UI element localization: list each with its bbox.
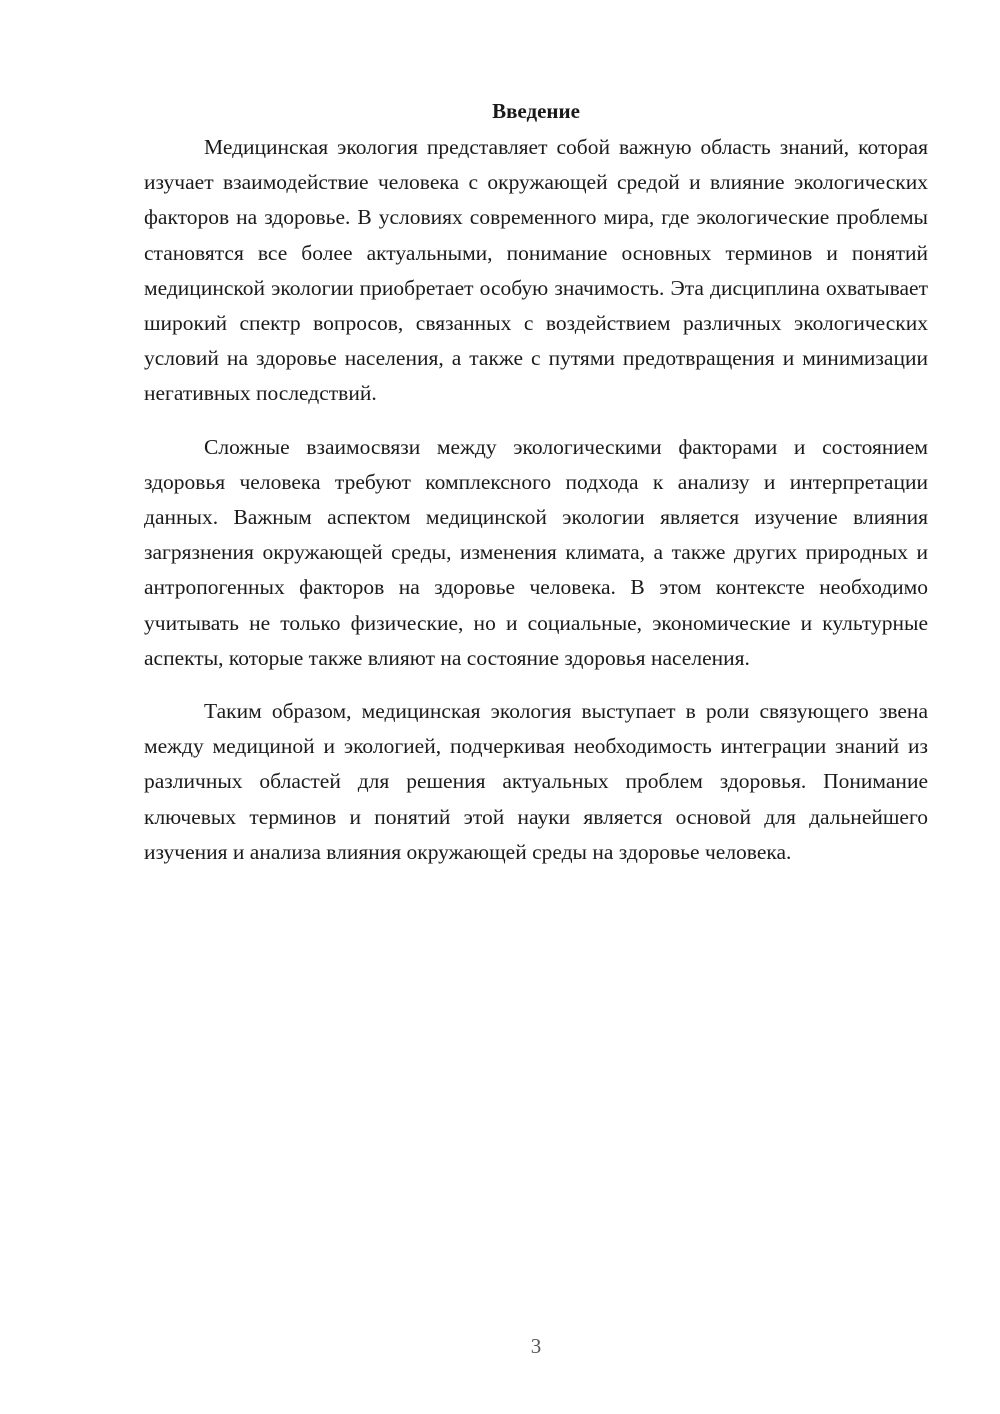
paragraph-3: Таким образом, медицинская экология выступает в роли связующего звена между медициной и экологией, подчеркивая необходимость интеграции знаний из различных областей для решения актуальных проблем здоровья. Понимание ключевых терминов и понятий этой науки является основой для дальнейшего изучения и анализа влияния окружающей среды на здоровье человека. bbox=[144, 699, 928, 864]
paragraph-1: Медицинская экология представляет собой важную область знаний, которая изучает взаимодействие человека с окружающей средой и влияние экологических факторов на здоровье. В условиях современного мира, где экологические проблемы становятся все более актуальными, понимание основных терминов и понятий медицинской экологии приобретает особую значимость. Эта дисциплина охватывает широкий спектр вопросов, связанных с воздействием различных экологических условий на здоровье населения, а также с путями предотвращения и минимизации негативных последствий. bbox=[144, 135, 928, 406]
document-body bbox=[144, 94, 928, 888]
paragraph-2: Сложные взаимосвязи между экологическими факторами и состоянием здоровья человека требуют комплексного подхода к анализу и интерпретации данных. Важным аспектом медицинской экологии является изучение влияния загрязнения окружающей среды, изменения климата, а также других природных и антропогенных факторов на здоровье человека. В этом контексте необходимо учитывать не только физические, но и социальные, экономические и культурные аспекты, которые также влияют на состояние здоровья населения. bbox=[144, 434, 928, 670]
section-heading: Введение bbox=[492, 99, 580, 123]
page-number: 3 bbox=[530, 1334, 542, 1358]
